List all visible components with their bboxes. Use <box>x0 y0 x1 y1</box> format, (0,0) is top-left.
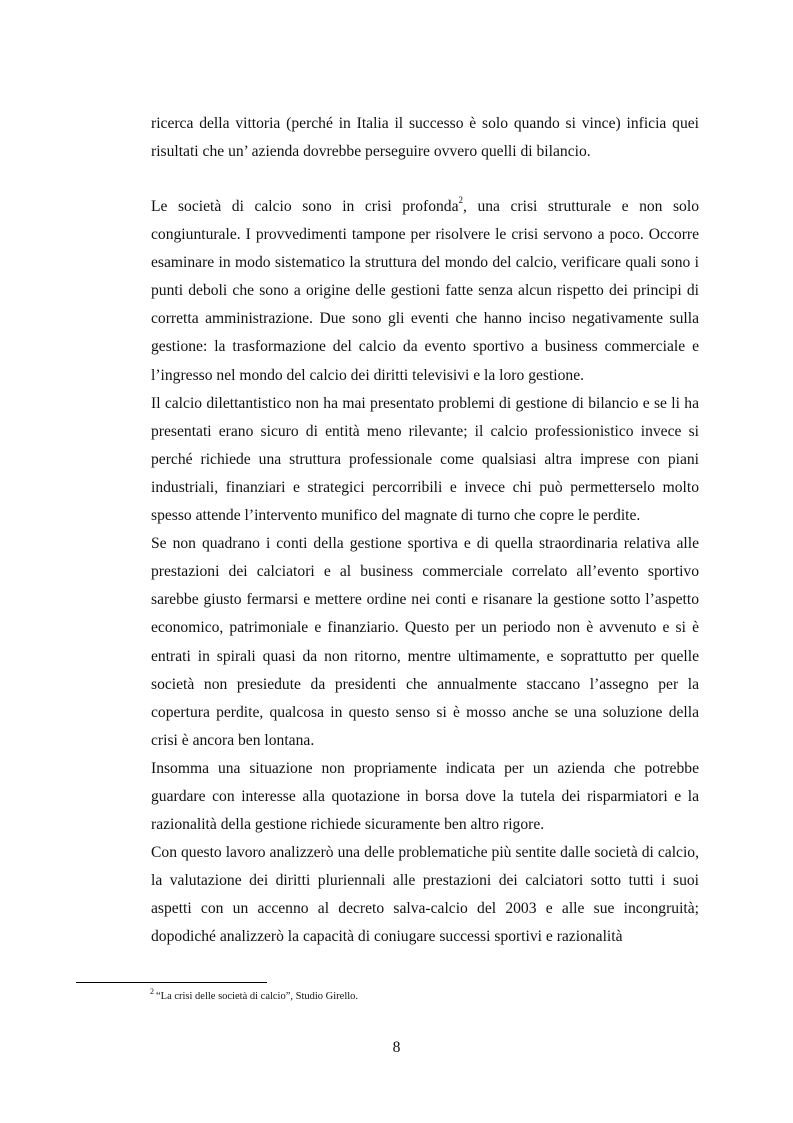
text-block-main <box>151 193 699 952</box>
footnote-reference[interactable]: 2 <box>458 194 464 205</box>
paragraph-crisis-start: Le società di calcio sono in crisi profonda <box>151 198 459 215</box>
paragraph-conti: Se non quadrano i conti della gestione sportiva e di quella straordinaria relativa alle prestazioni dei calciatori e al business commerciale correlato all’evento sportivo sarebbe giusto fermarsi e mettere ordine nei conti e risanare la gestione sotto l’aspetto economico, patrimoniale e finanziario. Questo per un periodo non è avvenuto e si è entrati in spirali quasi da non ritorno, mentre ultimamente, e soprattutto per quelle società non presiedute da presidenti che annualmente staccano l’assegno per la copertura perdite, qualcosa in questo senso si è mosso anche se una soluzione della crisi è ancora ben lontana. <box>151 535 699 749</box>
footnote-text: “La crisi delle società di calcio”, Studio Girello. <box>156 991 359 1002</box>
paragraph-insomma: Insomma una situazione non propriamente indicata per un azienda che potrebbe guardare con interesse alla quotazione in borsa dove la tutela dei risparmiatori e la razionalità della gestione richiede sicuramente ben altro rigore. <box>151 759 699 834</box>
paragraph-crisis-rest: , una crisi strutturale e non solo congiunturale. I provvedimenti tampone per risolvere le crisi servono a poco. Occorre esaminare in modo sistematico la struttura del mondo del calcio, verificare quali sono i punti deboli che sono a origine delle gestioni fatte senza alcun rispetto dei principi di corretta amministrazione. Due sono gli eventi che hanno inciso negativamente sulla gestione: la trasformazione del calcio da evento sportivo a business commerciale e l’ingresso nel mondo del calcio dei diritti televisivi e la loro gestione. <box>151 198 699 384</box>
paragraph-crisis <box>151 193 699 390</box>
paragraph-lavoro: Con questo lavoro analizzerò una delle problematiche più sentite dalle società di calcio, la valutazione dei diritti pluriennali alle prestazioni dei calciatori sotto tutti i suoi aspetti con un accenno al decreto salva-calcio del 2003 e alle sue incongruità; dopodiché analizzerò la capacità di coniugare successi sportivi e razionalità <box>151 844 699 946</box>
footnote-number: 2 <box>150 987 154 996</box>
footnote-separator <box>76 982 267 983</box>
text-block-top <box>151 110 699 166</box>
paragraph-dilettantistico: Il calcio dilettantistico non ha mai presentato problemi di gestione di bilancio e se li ha presentati erano sicuro di entità meno rilevante; il calcio professionistico invece si perché richiede una struttura professionale come qualsiasi altra imprese con piani industriali, finanziari e strategici percorribili e invece chi può permetterselo molto spesso attende l’intervento munifico del magnate di turno che copre le perdite. <box>151 394 699 525</box>
paragraph-1: ricerca della vittoria (perché in Italia il successo è solo quando si vince) inficia quei risultati che un’ azienda dovrebbe perseguire ovvero quelli di bilancio. <box>151 115 699 161</box>
footnote <box>150 987 359 1004</box>
page-number: 8 <box>392 1039 401 1056</box>
